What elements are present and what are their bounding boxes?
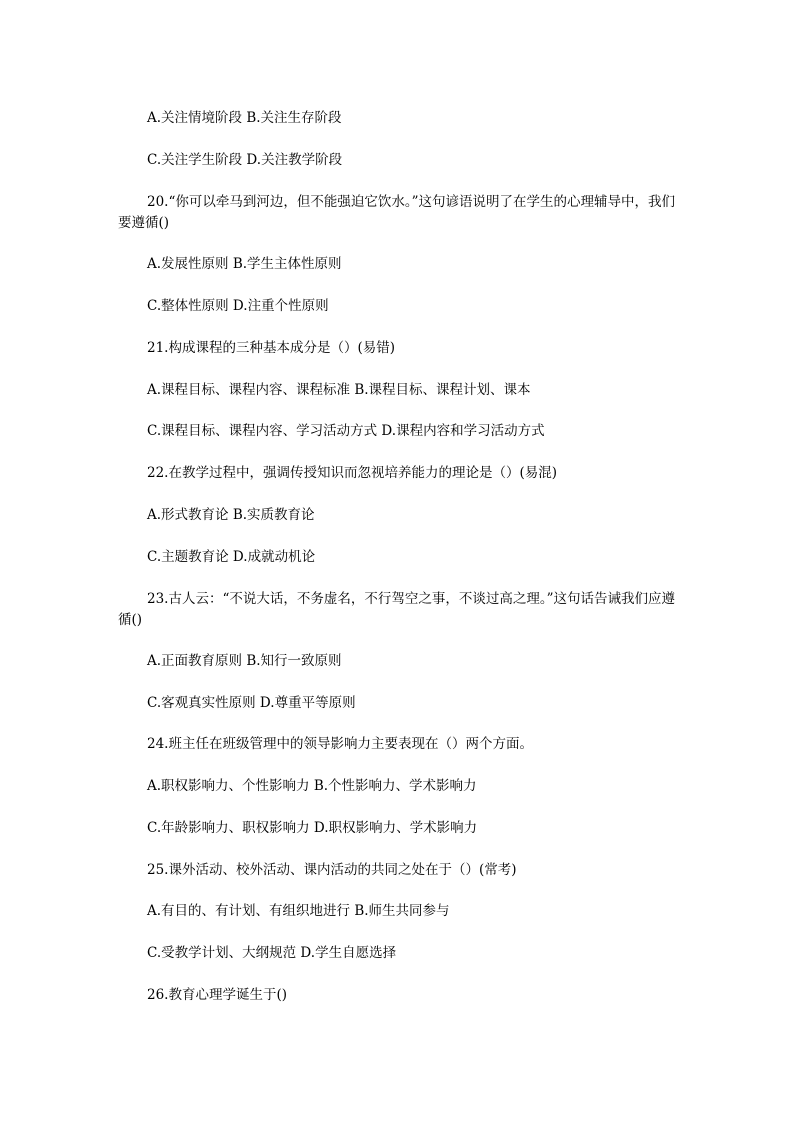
q21-options-cd: C.课程目标、课程内容、学习活动方式 D.课程内容和学习活动方式 bbox=[147, 423, 545, 439]
q25-options-cd: C.受教学计划、大纲规范 D.学生自愿选择 bbox=[147, 945, 397, 961]
q22-question: 22.在教学过程中，强调传授知识而忽视培养能力的理论是（）(易混) bbox=[147, 465, 558, 481]
q22-options-ab: A.形式教育论 B.实质教育论 bbox=[147, 507, 315, 523]
q25-question: 25.课外活动、校外活动、课内活动的共同之处在于（）(常考) bbox=[147, 862, 517, 878]
q22-options-cd: C.主题教育论 D.成就动机论 bbox=[147, 549, 316, 565]
q26-question: 26.教育心理学诞生于() bbox=[147, 987, 288, 1003]
q23-options-ab: A.正面教育原则 B.知行一致原则 bbox=[147, 653, 342, 669]
q19-options-ab: A.关注情境阶段 B.关注生存阶段 bbox=[147, 110, 342, 126]
q20-question: 20.“你可以牵马到河边，但不能强迫它饮水。”这句谚语说明了在学生的心理辅导中，我们要遵循() bbox=[118, 194, 676, 231]
q23-question: 23.古人云：“不说大话，不务虚名，不行驾空之事，不谈过高之理。”这句话告诫我们应遵循() bbox=[118, 591, 676, 628]
q20-options-cd: C.整体性原则 D.注重个性原则 bbox=[147, 298, 329, 314]
q20-options-ab: A.发展性原则 B.学生主体性原则 bbox=[147, 256, 342, 272]
q24-options-cd: C.年龄影响力、职权影响力 D.职权影响力、学术影响力 bbox=[147, 820, 478, 836]
q21-options-ab: A.课程目标、课程内容、课程标准 B.课程目标、课程计划、课本 bbox=[147, 382, 531, 398]
q24-options-ab: A.职权影响力、个性影响力 B.个性影响力、学术影响力 bbox=[147, 778, 477, 794]
q24-question: 24.班主任在班级管理中的领导影响力主要表现在（）两个方面。 bbox=[147, 736, 533, 752]
q19-options-cd: C.关注学生阶段 D.关注教学阶段 bbox=[147, 152, 343, 168]
q23-options-cd: C.客观真实性原则 D.尊重平等原则 bbox=[147, 695, 356, 711]
q25-options-ab: A.有目的、有计划、有组织地进行 B.师生共同参与 bbox=[147, 903, 450, 919]
q21-question: 21.构成课程的三种基本成分是（）(易错) bbox=[147, 340, 396, 356]
